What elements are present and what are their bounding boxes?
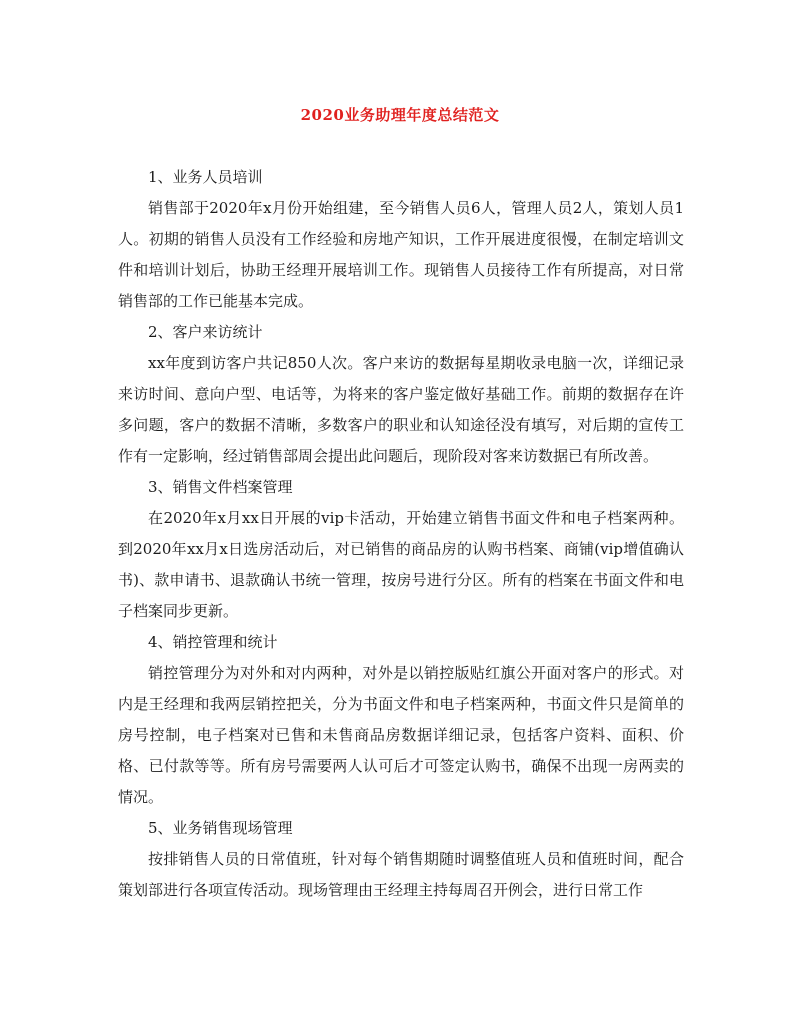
document-body (118, 162, 684, 906)
section-heading-4: 4、销控管理和统计 (148, 633, 278, 651)
section-paragraph-4: 销控管理分为对外和对内两种，对外是以销控版贴红旗公开面对客户的形式。对内是王经理和我两层销控把关，分为书面文件和电子档案两种，书面文件只是简单的房号控制，电子档案对已售和未售商品房数据详细记录，包括客户资料、面积、价格、已付款等等。所有房号需要两人认可后才可签定认购书，确保不出现一房两卖的情况。 (118, 664, 684, 806)
section-paragraph-5: 按排销售人员的日常值班，针对每个销售期随时调整值班人员和值班时间，配合策划部进行各项宣传活动。现场管理由王经理主持每周召开例会，进行日常工作 (118, 850, 684, 899)
section-heading-1: 1、业务人员培训 (148, 168, 263, 186)
section-paragraph-2: xx年度到访客户共记850人次。客户来访的数据每星期收录电脑一次，详细记录来访时间、意向户型、电话等，为将来的客户鉴定做好基础工作。前期的数据存在许多问题，客户的数据不清晰，多数客户的职业和认知途径没有填写，对后期的宣传工作有一定影响，经过销售部周会提出此问题后，现阶段对客来访数据已有所改善。 (118, 354, 684, 465)
section-heading-3: 3、销售文件档案管理 (148, 478, 293, 496)
section-heading-5: 5、业务销售现场管理 (148, 819, 293, 837)
section-paragraph-1: 销售部于2020年x月份开始组建，至今销售人员6人，管理人员2人，策划人员1人。初期的销售人员没有工作经验和房地产知识，工作开展进度很慢，在制定培训文件和培训计划后，协助王经理开展培训工作。现销售人员接待工作有所提高，对日常销售部的工作已能基本完成。 (118, 199, 684, 310)
document-title: 2020业务助理年度总结范文 (300, 106, 500, 124)
section-paragraph-3: 在2020年x月xx日开展的vip卡活动，开始建立销售书面文件和电子档案两种。到2020年xx月x日选房活动后，对已销售的商品房的认购书档案、商铺(vip增值确认书)、款申请书、退款确认书统一管理，按房号进行分区。所有的档案在书面文件和电子档案同步更新。 (118, 509, 684, 620)
section-heading-2: 2、客户来访统计 (148, 323, 263, 341)
